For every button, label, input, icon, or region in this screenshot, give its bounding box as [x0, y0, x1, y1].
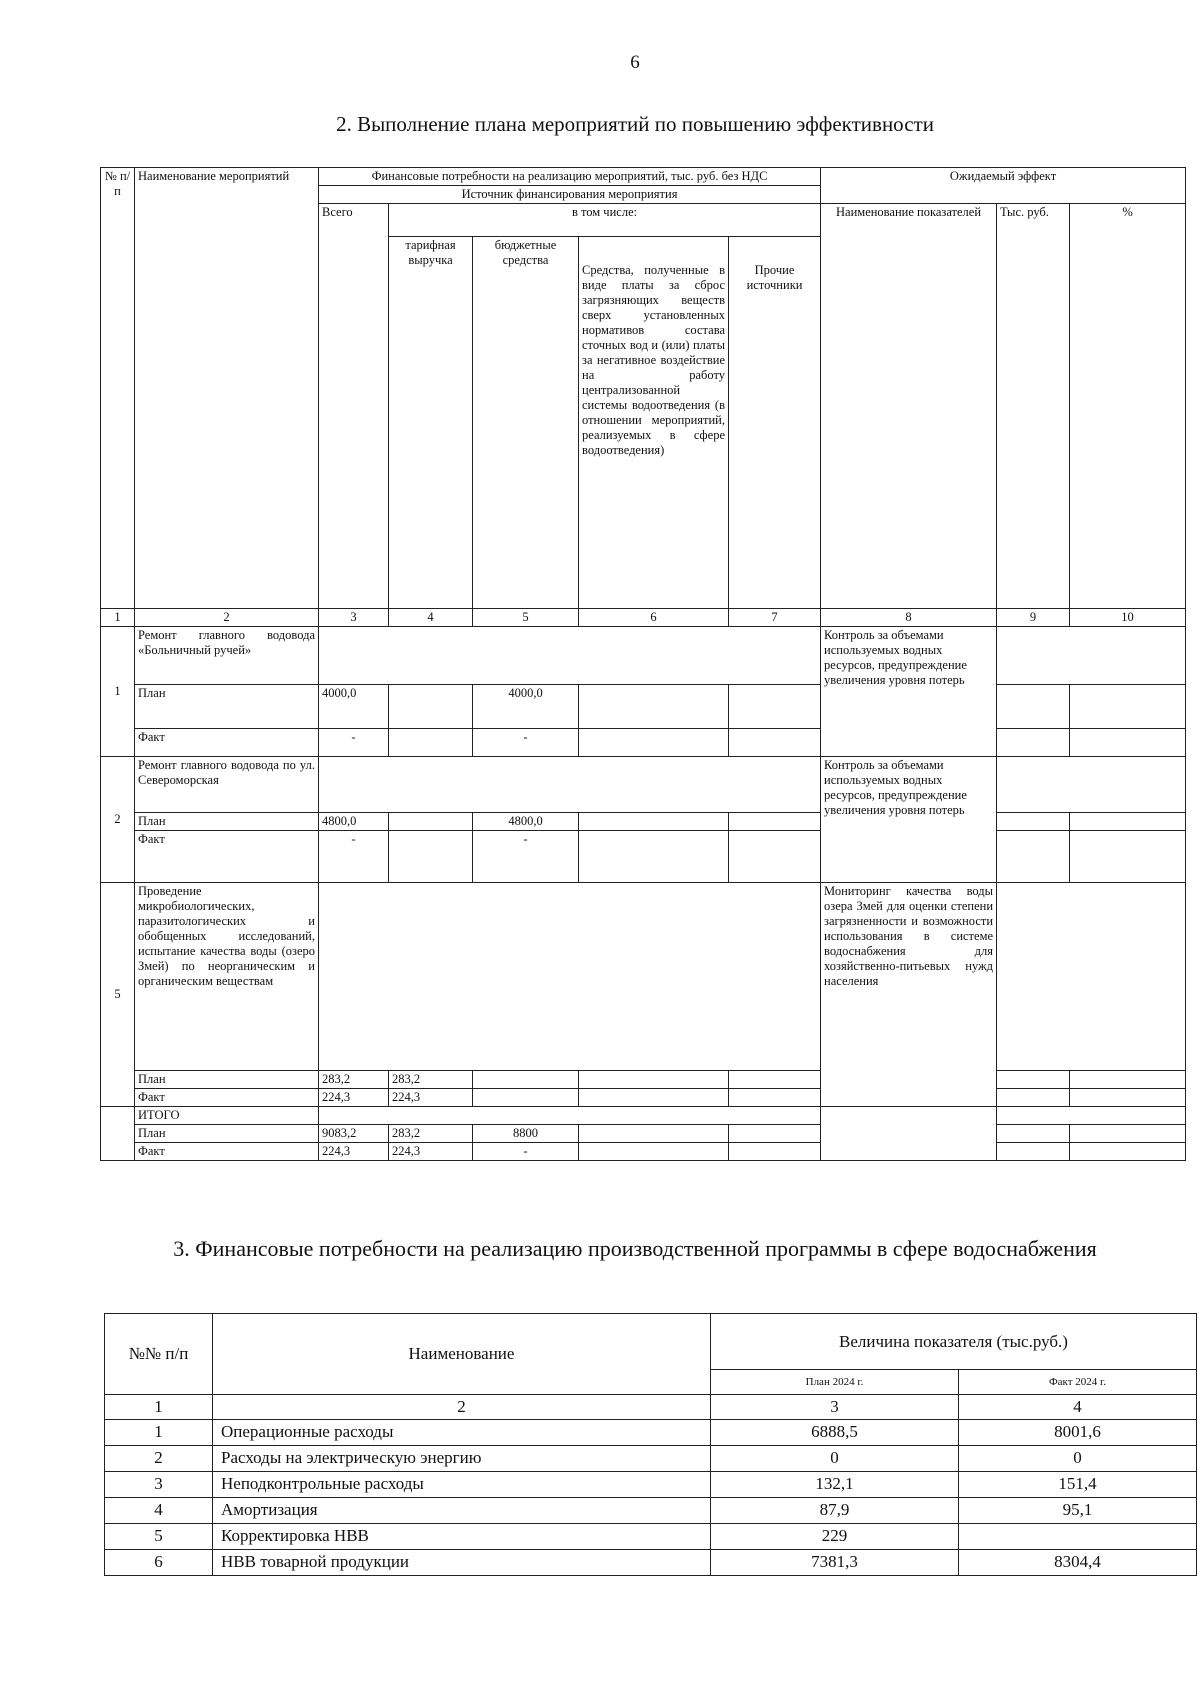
header-budget: бюджетные средства — [473, 237, 579, 609]
empty-cell — [997, 1089, 1070, 1107]
fact-total: 224,3 — [319, 1089, 389, 1107]
plan-budget: 4800,0 — [473, 813, 579, 831]
row-number: 1 — [101, 627, 135, 757]
empty-cell — [997, 883, 1186, 1071]
empty-cell — [997, 627, 1186, 685]
header-name: Наименование мероприятий — [135, 168, 319, 609]
empty-cell — [997, 1143, 1070, 1161]
table-row — [105, 1446, 1197, 1472]
empty-cell — [821, 1107, 997, 1161]
row-number: 4 — [105, 1498, 213, 1524]
empty-cell — [1070, 1071, 1186, 1089]
empty-cell — [997, 685, 1070, 729]
total-fact-budget: - — [473, 1143, 579, 1161]
col-number: 4 — [959, 1395, 1197, 1420]
plan-label: План — [135, 685, 319, 729]
table-row — [105, 1472, 1197, 1498]
empty-cell — [579, 831, 729, 883]
row-number: 3 — [105, 1472, 213, 1498]
empty-cell — [579, 1143, 729, 1161]
empty-cell — [579, 1089, 729, 1107]
fact-budget: - — [473, 729, 579, 757]
expected-effect: Контроль за объемами используемых водных ресурсов, предупреждение увеличения уровня потерь — [821, 627, 997, 757]
row-name: Неподконтрольные расходы — [213, 1472, 711, 1498]
measure-name: Ремонт главного водовода по ул. Североморская — [135, 757, 319, 813]
header-no: № п/п — [101, 168, 135, 609]
section3-title: 3. Финансовые потребности на реализацию производственной программы в сфере водоснабжения — [173, 1236, 1097, 1261]
empty-cell — [729, 729, 821, 757]
plan-total: 283,2 — [319, 1071, 389, 1089]
col-number: 10 — [1070, 609, 1186, 627]
total-plan-tariff: 283,2 — [389, 1125, 473, 1143]
empty-cell — [1070, 729, 1186, 757]
row-number: 6 — [105, 1550, 213, 1576]
empty-cell — [729, 685, 821, 729]
fact-tariff: 224,3 — [389, 1089, 473, 1107]
empty-cell — [729, 1071, 821, 1089]
empty-cell — [997, 729, 1070, 757]
fact-total: - — [319, 831, 389, 883]
plan-label: План — [135, 1071, 319, 1089]
empty-cell — [101, 1107, 135, 1161]
header-fees: Средства, полученные в виде платы за сброс загрязняющих веществ сверх установленных нормативов состава сточных вод и (или) платы за негативное воздействие на работу централизованной системы водоотведения (в отношении мероприятий, реализуемых в сфере водоотведения) — [579, 237, 729, 609]
plan-label: План — [135, 813, 319, 831]
plan-tariff — [389, 813, 473, 831]
row-name: Операционные расходы — [213, 1420, 711, 1446]
plan-total: 4800,0 — [319, 813, 389, 831]
empty-cell — [579, 685, 729, 729]
total-fact-total: 224,3 — [319, 1143, 389, 1161]
col-number: 4 — [389, 609, 473, 627]
empty-cell — [579, 729, 729, 757]
expected-effect: Мониторинг качества воды озера Змей для оценки степени загрязненности и возможности использования в системе водоснабжения для хозяйственно-питьевых нужд населения — [821, 883, 997, 1107]
total-plan-label: План — [135, 1125, 319, 1143]
row-name: Корректировка НВВ — [213, 1524, 711, 1550]
row-plan: 229 — [711, 1524, 959, 1550]
col-number: 3 — [711, 1395, 959, 1420]
row-fact: 95,1 — [959, 1498, 1197, 1524]
empty-cell — [1070, 1125, 1186, 1143]
row-name: Амортизация — [213, 1498, 711, 1524]
row-fact: 151,4 — [959, 1472, 1197, 1498]
col-number: 8 — [821, 609, 997, 627]
empty-cell — [997, 757, 1186, 813]
section2-title: 2. Выполнение плана мероприятий по повышению эффективности — [336, 112, 934, 136]
header-other: Прочие источники — [729, 237, 821, 609]
col-number: 2 — [135, 609, 319, 627]
total-plan-budget: 8800 — [473, 1125, 579, 1143]
page-number: 6 — [630, 52, 640, 73]
row-number: 5 — [105, 1524, 213, 1550]
expected-effect: Контроль за объемами используемых водных ресурсов, предупреждение увеличения уровня потерь — [821, 757, 997, 883]
col-number: 1 — [101, 609, 135, 627]
header-percent: % — [1070, 204, 1186, 609]
header-plan: План 2024 г. — [711, 1370, 959, 1395]
plan-total: 4000,0 — [319, 685, 389, 729]
header-value: Величина показателя (тыс.руб.) — [711, 1314, 1197, 1370]
header-name: Наименование — [213, 1314, 711, 1395]
empty-cell — [729, 813, 821, 831]
header-tariff: тарифная выручка — [389, 237, 473, 609]
row-number: 1 — [105, 1420, 213, 1446]
fact-tariff — [389, 831, 473, 883]
empty-cell — [1070, 813, 1186, 831]
row-fact — [959, 1524, 1197, 1550]
fact-total: - — [319, 729, 389, 757]
plan-budget — [473, 1071, 579, 1089]
empty-cell — [319, 627, 821, 685]
plan-tariff: 283,2 — [389, 1071, 473, 1089]
row-name: Расходы на электрическую энергию — [213, 1446, 711, 1472]
total-fact-tariff: 224,3 — [389, 1143, 473, 1161]
empty-cell — [579, 813, 729, 831]
row-plan: 6888,5 — [711, 1420, 959, 1446]
fact-label: Факт — [135, 1089, 319, 1107]
row-plan: 0 — [711, 1446, 959, 1472]
empty-cell — [997, 1107, 1186, 1125]
col-number: 9 — [997, 609, 1070, 627]
empty-cell — [579, 1071, 729, 1089]
fact-label: Факт — [135, 831, 319, 883]
fact-budget: - — [473, 831, 579, 883]
header-fin: Финансовые потребности на реализацию мероприятий, тыс. руб. без НДС — [319, 168, 821, 186]
empty-cell — [997, 1071, 1070, 1089]
total-label: ИТОГО — [135, 1107, 319, 1125]
row-plan: 7381,3 — [711, 1550, 959, 1576]
empty-cell — [729, 1089, 821, 1107]
header-thousand: Тыс. руб. — [997, 204, 1070, 609]
empty-cell — [997, 831, 1070, 883]
empty-cell — [1070, 685, 1186, 729]
header-source: Источник финансирования мероприятия — [319, 186, 821, 204]
empty-cell — [319, 757, 821, 813]
empty-cell — [1070, 1089, 1186, 1107]
row-number: 5 — [101, 883, 135, 1107]
col-number: 6 — [579, 609, 729, 627]
row-plan: 87,9 — [711, 1498, 959, 1524]
header-including: в том числе: — [389, 204, 821, 237]
empty-cell — [319, 1107, 821, 1125]
header-effect: Ожидаемый эффект — [821, 168, 1186, 204]
column-numbers-row — [101, 609, 1186, 627]
row-fact: 0 — [959, 1446, 1197, 1472]
empty-cell — [997, 1125, 1070, 1143]
table-row — [105, 1498, 1197, 1524]
col-number: 3 — [319, 609, 389, 627]
total-fact-label: Факт — [135, 1143, 319, 1161]
header-no: №№ п/п — [105, 1314, 213, 1395]
empty-cell — [319, 883, 821, 1071]
table-row — [105, 1550, 1197, 1576]
empty-cell — [579, 1125, 729, 1143]
header-total: Всего — [319, 204, 389, 609]
fact-label: Факт — [135, 729, 319, 757]
financial-needs-table — [104, 1313, 1197, 1576]
row-number: 2 — [101, 757, 135, 883]
fact-budget — [473, 1089, 579, 1107]
empty-cell — [729, 1143, 821, 1161]
row-number: 2 — [105, 1446, 213, 1472]
empty-cell — [729, 1125, 821, 1143]
row-name: НВВ товарной продукции — [213, 1550, 711, 1576]
fact-tariff — [389, 729, 473, 757]
row-fact: 8304,4 — [959, 1550, 1197, 1576]
empty-cell — [1070, 1143, 1186, 1161]
header-indicator: Наименование показателей — [821, 204, 997, 609]
col-number: 5 — [473, 609, 579, 627]
measure-name: Проведение микробиологических, паразитологических и обобщенных исследований, испытание качества воды (озеро Змей) по неорганическим и органическим веществам — [135, 883, 319, 1071]
col-number: 2 — [213, 1395, 711, 1420]
empty-cell — [997, 813, 1070, 831]
total-plan-total: 9083,2 — [319, 1125, 389, 1143]
plan-budget: 4000,0 — [473, 685, 579, 729]
row-plan: 132,1 — [711, 1472, 959, 1498]
plan-tariff — [389, 685, 473, 729]
empty-cell — [729, 831, 821, 883]
empty-cell — [1070, 831, 1186, 883]
header-fact: Факт 2024 г. — [959, 1370, 1197, 1395]
measure-name: Ремонт главного водовода «Больничный ручей» — [135, 627, 319, 685]
table-row — [105, 1524, 1197, 1550]
efficiency-plan-table — [100, 167, 1186, 1161]
row-fact: 8001,6 — [959, 1420, 1197, 1446]
col-number: 1 — [105, 1395, 213, 1420]
col-number: 7 — [729, 609, 821, 627]
table-row — [105, 1420, 1197, 1446]
